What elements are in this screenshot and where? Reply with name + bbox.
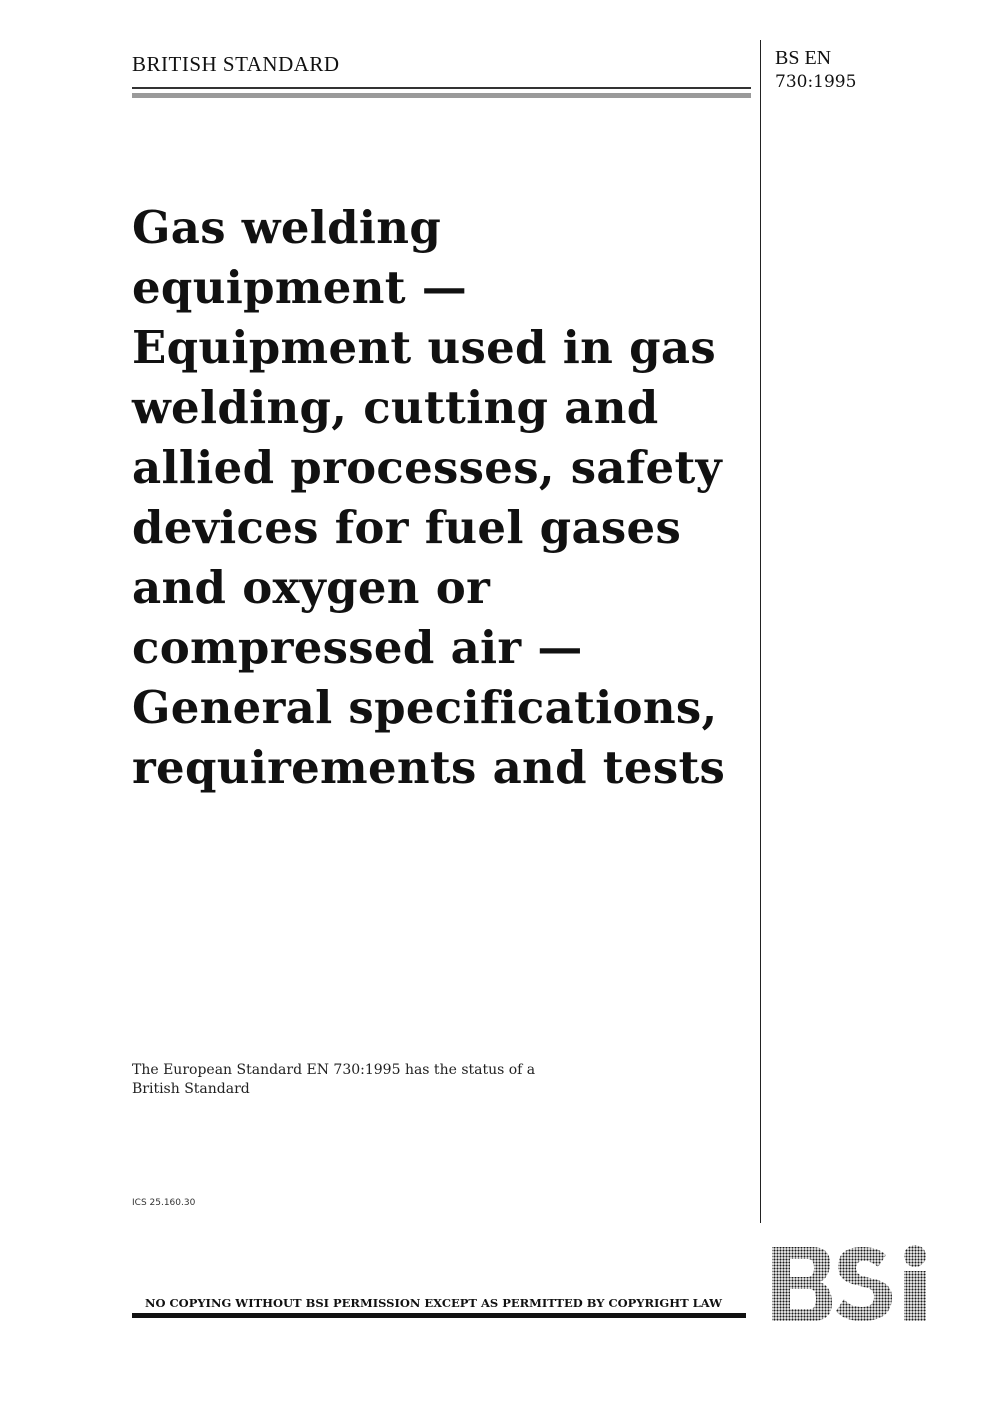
title-line: Equipment used in gas — [132, 321, 717, 374]
standard-number — [775, 46, 856, 94]
footer-rule — [132, 1313, 746, 1318]
status-line: British Standard — [132, 1081, 250, 1097]
title-line: allied processes, safety — [132, 441, 723, 494]
title-line: Gas welding — [132, 201, 442, 254]
copyright-notice: NO COPYING WITHOUT BSI PERMISSION EXCEPT AS PERMITTED BY COPYRIGHT LAW — [145, 1296, 723, 1310]
header-rule-thin — [132, 87, 751, 89]
status-statement — [132, 1061, 535, 1099]
ics-code: ICS 25.160.30 — [132, 1198, 196, 1208]
standard-number-line1: BS EN — [775, 47, 832, 69]
title-line: welding, cutting and — [132, 381, 659, 434]
document-title — [132, 198, 752, 798]
title-line: equipment — — [132, 261, 468, 314]
title-line: requirements and tests — [132, 741, 726, 794]
standard-number-line2: 730:1995 — [775, 72, 857, 92]
title-line: General specifications, — [132, 681, 718, 734]
bsi-logo — [770, 1243, 946, 1325]
header-rule-thick — [132, 93, 751, 98]
title-line: and oxygen or — [132, 561, 491, 614]
status-line: The European Standard EN 730:1995 has the status of a — [132, 1062, 536, 1078]
vertical-divider — [760, 40, 761, 1223]
document-series-label: BRITISH STANDARD — [132, 52, 340, 76]
title-line: devices for fuel gases — [132, 501, 682, 554]
title-line: compressed air — — [132, 621, 583, 674]
